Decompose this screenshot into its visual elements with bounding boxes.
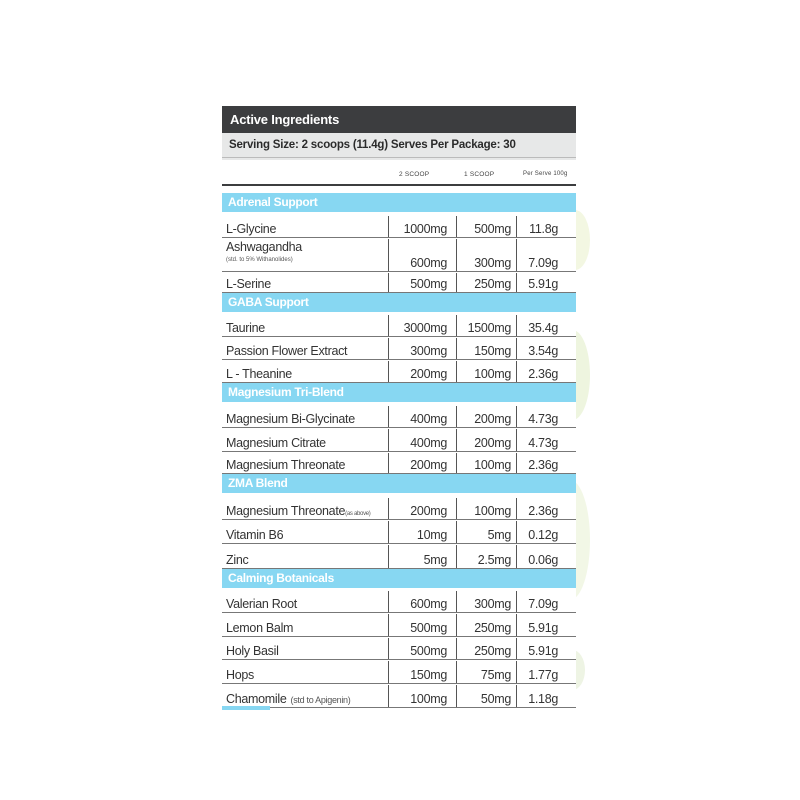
column-header-per-100g: Per Serve 100g	[523, 171, 568, 177]
ingredient-label: Valerian Root	[226, 597, 297, 611]
value-per-100g: 35.4g	[528, 321, 558, 335]
value-1-scoop: 100mg	[474, 458, 511, 472]
section-header	[222, 569, 576, 588]
value-1-scoop: 200mg	[474, 412, 511, 426]
section-header	[222, 474, 576, 493]
value-2-scoop: 5mg	[423, 553, 447, 567]
column-divider	[516, 315, 517, 336]
table-row	[222, 497, 576, 520]
value-per-100g: 11.8g	[529, 222, 558, 236]
table-row	[222, 314, 576, 337]
section-header	[222, 293, 576, 312]
value-per-100g: 0.06g	[528, 553, 558, 567]
ingredient-name	[226, 458, 345, 472]
column-divider	[388, 498, 389, 519]
column-divider	[456, 498, 457, 519]
column-divider	[456, 216, 457, 237]
value-2-scoop: 500mg	[410, 644, 447, 658]
value-per-100g: 2.36g	[528, 367, 558, 381]
column-header-1-scoop: 1 SCOOP	[464, 171, 495, 178]
column-divider	[456, 521, 457, 543]
section-header	[222, 193, 576, 212]
ingredient-standardization: (std. to 5% Withanolides)	[226, 257, 293, 263]
section-title: Adrenal Support	[228, 195, 318, 209]
ingredient-note: (std to Apigenin)	[290, 695, 351, 705]
value-per-100g: 2.36g	[528, 504, 558, 518]
table-row	[222, 613, 576, 637]
column-divider	[516, 545, 517, 568]
column-divider	[516, 614, 517, 636]
value-2-scoop: 500mg	[410, 621, 447, 635]
value-1-scoop: 500mg	[474, 222, 511, 236]
ingredient-name	[226, 528, 283, 542]
value-1-scoop: 250mg	[474, 644, 511, 658]
ingredient-label: Vitamin B6	[226, 528, 284, 542]
table-row	[222, 544, 576, 569]
ingredient-label: Holy Basil	[226, 644, 279, 658]
column-divider	[388, 685, 389, 707]
value-2-scoop: 400mg	[410, 412, 447, 426]
column-divider	[456, 453, 457, 473]
ingredient-name	[226, 412, 355, 426]
column-divider	[388, 406, 389, 427]
column-divider	[516, 453, 517, 473]
value-2-scoop: 600mg	[410, 597, 447, 611]
ingredient-label: Passion Flower Extract	[226, 344, 348, 358]
value-2-scoop: 200mg	[410, 458, 447, 472]
value-1-scoop: 1500mg	[467, 321, 511, 335]
value-1-scoop: 5mg	[487, 528, 511, 542]
table-row	[222, 590, 576, 613]
ingredient-label: Magnesium Citrate	[226, 436, 326, 450]
value-1-scoop: 75mg	[480, 668, 511, 682]
table-row	[222, 272, 576, 293]
section-tail	[222, 706, 270, 710]
column-divider	[388, 591, 389, 612]
column-divider	[456, 315, 457, 336]
ingredient-name	[226, 240, 302, 254]
ingredient-label: Magnesium Bi-Glycinate	[226, 412, 355, 426]
column-divider	[456, 239, 457, 271]
value-2-scoop: 200mg	[410, 504, 447, 518]
ingredient-name	[226, 321, 265, 335]
table-title: Active Ingredients	[230, 112, 340, 127]
section-title: GABA Support	[228, 295, 309, 309]
table-row	[222, 428, 576, 452]
value-2-scoop: 500mg	[410, 277, 447, 291]
value-per-100g: 7.09g	[528, 597, 558, 611]
ingredient-note: (as above)	[345, 511, 371, 517]
ingredient-label: L-Glycine	[226, 222, 277, 236]
ingredient-name	[226, 553, 248, 567]
column-divider	[456, 429, 457, 451]
column-divider	[456, 661, 457, 683]
column-divider	[516, 638, 517, 659]
ingredient-label: Lemon Balm	[226, 621, 294, 635]
ingredient-name	[226, 668, 254, 682]
value-2-scoop: 600mg	[410, 256, 447, 270]
column-divider	[516, 361, 517, 382]
table-row	[222, 360, 576, 383]
column-divider	[388, 315, 389, 336]
value-2-scoop: 3000mg	[403, 321, 447, 335]
value-1-scoop: 300mg	[474, 597, 511, 611]
column-divider	[516, 216, 517, 237]
column-divider	[516, 498, 517, 519]
ingredient-name	[226, 621, 293, 635]
value-1-scoop: 250mg	[474, 621, 511, 635]
ingredient-name	[226, 222, 276, 236]
column-divider	[516, 429, 517, 451]
divider	[222, 157, 576, 158]
value-1-scoop: 150mg	[474, 344, 511, 358]
value-per-100g: 0.12g	[528, 528, 558, 542]
ingredient-label: Zinc	[226, 553, 249, 567]
value-per-100g: 1.77g	[528, 668, 558, 682]
value-per-100g: 4.73g	[528, 436, 558, 450]
section-title: Magnesium Tri-Blend	[228, 385, 344, 399]
table-row	[222, 684, 576, 708]
table-row	[222, 215, 576, 238]
value-2-scoop: 100mg	[410, 692, 447, 706]
column-divider	[456, 273, 457, 292]
column-divider	[388, 361, 389, 382]
ingredient-label: L-Serine	[226, 277, 271, 291]
column-divider	[388, 638, 389, 659]
serving-info: Serving Size: 2 scoops (11.4g) Serves Per Package: 30	[229, 139, 516, 151]
column-divider	[456, 685, 457, 707]
column-divider	[456, 638, 457, 659]
value-2-scoop: 1000mg	[403, 222, 447, 236]
row-divider	[222, 707, 576, 708]
value-2-scoop: 200mg	[410, 367, 447, 381]
ingredient-label: Chamomile	[226, 692, 287, 706]
column-divider	[388, 216, 389, 237]
ingredient-label: Magnesium Threonate	[226, 458, 346, 472]
column-divider	[388, 239, 389, 271]
ingredient-name	[226, 436, 326, 450]
column-divider	[388, 661, 389, 683]
ingredient-label: Magnesium Threonate	[226, 504, 346, 518]
column-divider	[516, 685, 517, 707]
table-row	[222, 337, 576, 360]
ingredient-name	[226, 597, 297, 611]
column-divider	[516, 406, 517, 427]
ingredient-label: Hops	[226, 668, 254, 682]
title-bar	[222, 106, 576, 133]
column-divider	[456, 338, 457, 359]
value-per-100g: 4.73g	[528, 412, 558, 426]
ingredient-name	[226, 504, 371, 518]
ingredient-label: Taurine	[226, 321, 265, 335]
column-divider	[516, 338, 517, 359]
value-per-100g: 7.09g	[528, 256, 558, 270]
table-row	[222, 637, 576, 660]
column-divider	[456, 545, 457, 568]
column-divider	[388, 429, 389, 451]
column-divider	[388, 614, 389, 636]
column-divider	[388, 338, 389, 359]
column-divider	[388, 453, 389, 473]
value-per-100g: 3.54g	[528, 344, 558, 358]
value-per-100g: 5.91g	[528, 621, 558, 635]
value-1-scoop: 250mg	[474, 277, 511, 291]
column-divider	[388, 273, 389, 292]
value-2-scoop: 400mg	[410, 436, 447, 450]
ingredient-name	[226, 367, 292, 381]
table-row	[222, 452, 576, 474]
value-1-scoop: 300mg	[474, 256, 511, 270]
table-row	[222, 660, 576, 684]
table-row	[222, 238, 576, 272]
ingredient-name	[226, 344, 347, 358]
value-per-100g: 5.91g	[528, 277, 558, 291]
value-1-scoop: 200mg	[474, 436, 511, 450]
column-divider	[516, 239, 517, 271]
value-2-scoop: 10mg	[416, 528, 447, 542]
value-per-100g: 2.36g	[528, 458, 558, 472]
value-per-100g: 1.18g	[528, 692, 558, 706]
column-divider	[516, 591, 517, 612]
column-header-2-scoop: 2 SCOOP	[399, 171, 430, 178]
section-header	[222, 383, 576, 402]
column-divider	[516, 661, 517, 683]
value-1-scoop: 2.5mg	[477, 553, 511, 567]
ingredient-name	[226, 277, 271, 291]
table-row	[222, 520, 576, 544]
column-divider	[516, 273, 517, 292]
ingredient-name	[226, 644, 279, 658]
ingredient-name	[226, 692, 350, 706]
column-divider	[388, 521, 389, 543]
column-divider	[456, 591, 457, 612]
column-divider	[456, 406, 457, 427]
ingredient-label: L - Theanine	[226, 367, 292, 381]
value-2-scoop: 300mg	[410, 344, 447, 358]
value-1-scoop: 100mg	[474, 367, 511, 381]
value-per-100g: 5.91g	[528, 644, 558, 658]
table-row	[222, 405, 576, 428]
column-divider	[456, 361, 457, 382]
column-divider	[388, 545, 389, 568]
header-divider	[222, 184, 576, 186]
ingredient-label: Ashwagandha	[226, 240, 302, 254]
column-divider	[516, 521, 517, 543]
section-title: Calming Botanicals	[228, 571, 334, 585]
column-divider	[456, 614, 457, 636]
value-2-scoop: 150mg	[410, 668, 447, 682]
value-1-scoop: 50mg	[480, 692, 511, 706]
serving-bar	[222, 133, 576, 160]
value-1-scoop: 100mg	[474, 504, 511, 518]
section-title: ZMA Blend	[228, 476, 288, 490]
